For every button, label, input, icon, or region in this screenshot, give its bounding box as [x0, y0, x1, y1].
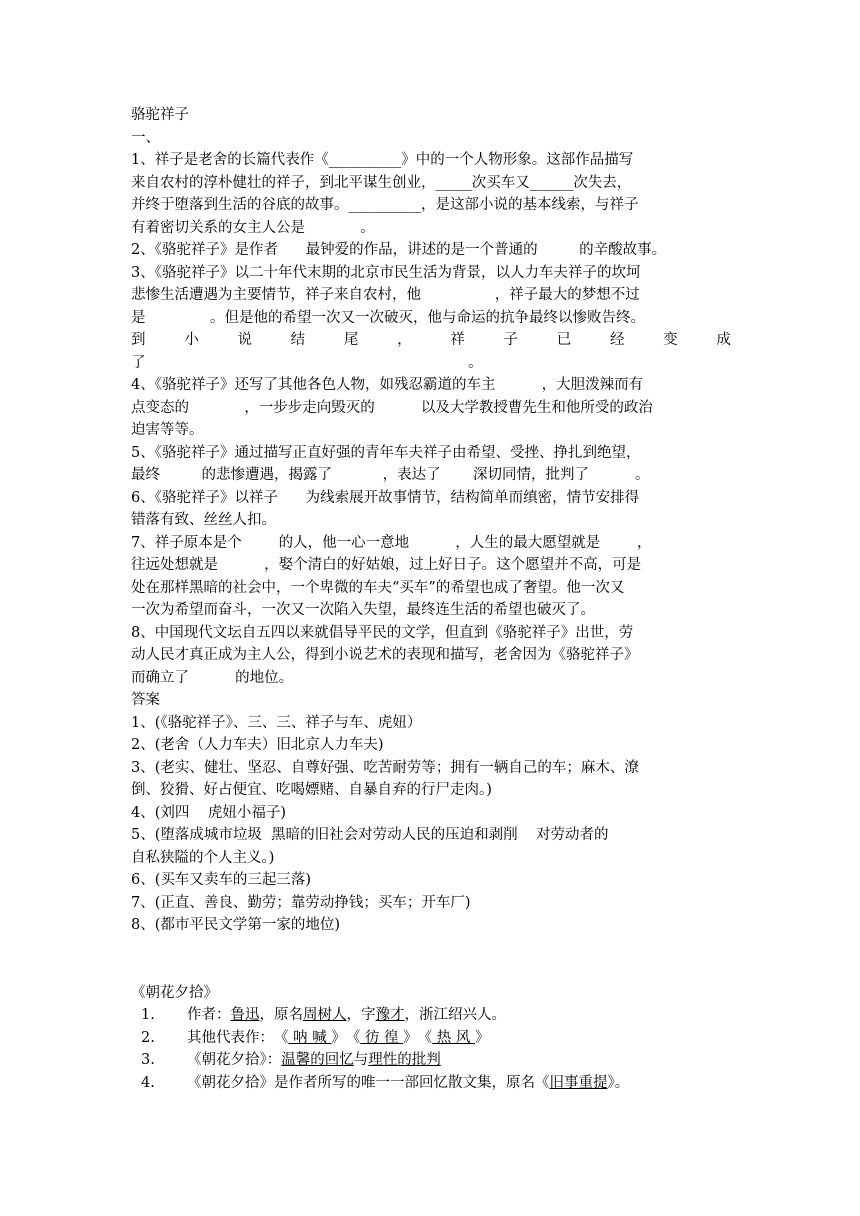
text-line: 7、祥子原本是个 的人，他一心一意地 ，人生的最大愿望就是 ，	[131, 534, 652, 551]
answer-line: 3、(老实、健壮、坚忍、自尊好强、吃苦耐劳等；拥有一辆自己的车；麻木、潦	[131, 759, 639, 776]
justified-char: 变	[663, 332, 678, 348]
answer-line: 7、(正直、善良、勤劳；靠劳动挣钱；买车；开车厂)	[131, 894, 471, 911]
question-lines-2	[131, 352, 731, 690]
list-text: 其他代表作：	[187, 1029, 274, 1046]
justified-char: 祥	[450, 332, 465, 348]
section-title-2: 《朝花夕拾》	[131, 984, 218, 1001]
text-line: 点变态的 ，一步步走向毁灭的 以及大学教授曹先生和他所受的政治	[131, 399, 653, 416]
list-text: ，字	[346, 1007, 376, 1023]
part-heading: 一、	[131, 129, 160, 146]
list-text: ，浙江绍兴人。	[404, 1007, 506, 1023]
underlined-text: 鲁迅	[230, 1007, 260, 1023]
list-text: 》	[331, 1029, 346, 1046]
list-text: 与	[353, 1052, 369, 1068]
list-item	[141, 1049, 731, 1072]
list-text: 》	[474, 1029, 490, 1046]
underlined-text: 呐 喊	[288, 1029, 332, 1046]
text-line: 最终 的悲惨遭遇，揭露了 ，表达了 深切同情，批判了 。	[131, 467, 650, 483]
underlined-text: 周树人	[303, 1007, 347, 1023]
answer-line: 8、(都市平民文学第一家的地位)	[131, 917, 341, 933]
list-number: 3.	[141, 1052, 155, 1068]
list-text: 作者：	[187, 1007, 231, 1023]
underlined-text: 热 风	[432, 1029, 475, 1046]
justified-char: 已	[556, 332, 572, 348]
justified-char: 子	[503, 332, 519, 348]
list-text: 《朝花夕拾》是作者所写的唯一一部回忆散文集，原名《	[187, 1074, 550, 1091]
justified-char: 小	[184, 332, 199, 348]
text-line: 2、《骆驼祥子》是作者 最钟爱的作品，讲述的是一个普通的 的辛酸故事。	[131, 242, 667, 258]
answer-line: 6、(买车又卖车的三起三落)	[131, 872, 312, 888]
list-text: 《	[417, 1029, 433, 1046]
answer-line: 1、(《骆驼祥子》、三、三、祥子与车、虎妞）	[131, 714, 422, 731]
list-item	[141, 1027, 731, 1050]
text-line: 有着密切关系的女主人公是 。	[131, 219, 375, 236]
text-line: 错落有致、丝丝人扣。	[131, 512, 276, 528]
justified-char: ，	[397, 332, 412, 348]
text-line: 并终于堕落到生活的谷底的故事。__________，是这部小说的基本线索，与祥子	[131, 197, 639, 213]
answer-line: 4、(刘四 虎妞小福子)	[131, 804, 286, 821]
text-line: 3、《骆驼祥子》以二十年代末期的北京市民生活为背景，以人力车夫祥子的坎坷	[131, 264, 641, 281]
justified-char: 说	[237, 332, 252, 348]
list-text: 《	[345, 1029, 361, 1046]
justified-char: 尾	[343, 332, 359, 348]
spacer	[131, 937, 731, 960]
text-line: 1、祥子是老舍的长篇代表作《__________》中的一个人物形象。这部作品描写	[131, 152, 634, 168]
justified-char: 成	[716, 332, 731, 348]
underlined-text: 旧事重提	[549, 1074, 608, 1091]
underlined-text: 温馨的回忆	[281, 1052, 354, 1068]
text-line: 是 。但是他的希望一次又一次破灭，他与命运的抗争最终以惨败告终。	[131, 309, 646, 326]
underlined-text: 理性的批判	[368, 1052, 441, 1068]
text-line: 迫害等等。	[131, 422, 204, 438]
text-line: 往远处想就是 ，娶个清白的好姑娘，过上好日子。这个愿望并不高，可是	[131, 557, 642, 573]
text-line: 了 。	[131, 354, 483, 371]
spacer	[131, 959, 731, 982]
text-line: 8、中国现代文坛自五四以来就倡导平民的文学，但直到《骆驼祥子》出世，劳	[131, 624, 634, 641]
text-line: 处在那样黑暗的社会中，一个卑微的车夫“买车”的希望也成了奢望。他一次又	[131, 579, 625, 596]
numbered-list	[141, 1004, 731, 1094]
answer-line: 5、(堕落成城市垃圾 黑暗的旧社会对劳动人民的压迫和剥削 对劳动者的	[131, 827, 609, 843]
justified-char: 到	[131, 332, 146, 348]
answer-line: 倒、狡猾、好占便宜、吃喝嫖赌、自暴自弃的行尸走肉。)	[131, 782, 492, 798]
list-text: 《	[274, 1029, 289, 1046]
list-item	[141, 1004, 731, 1027]
text-line: 6、《骆驼祥子》以祥子 为线索展开故事情节，结构简单而缜密，情节安排得	[131, 489, 640, 506]
question-lines-1	[131, 149, 731, 329]
justified-char: 结	[290, 332, 306, 348]
underlined-text: 彷 徨	[360, 1029, 404, 1046]
list-item	[141, 1072, 731, 1095]
text-line: 5、《骆驼祥子》通过描写正直好强的青年车夫祥子由希望、受挫、挣扎到绝望，	[131, 444, 641, 461]
text-line: 4、《骆驼祥子》还写了其他各色人物，如残忍霸道的车主 ，大胆泼辣而有	[131, 377, 644, 393]
list-text: 》。	[607, 1074, 630, 1091]
justified-char: 经	[609, 332, 625, 348]
text-line: 悲惨生活遭遇为主要情节，祥子来自农村，他 ，祥子最大的梦想不过	[131, 287, 640, 303]
answer-line: 2、(老舍（人力车夫）旧北京人力车夫)	[131, 737, 384, 753]
list-number: 2.	[141, 1029, 155, 1046]
list-text: ，原名	[259, 1007, 303, 1023]
text-line: 动人民才真正成为主人公，得到小说艺术的表现和描写，老舍因为《骆驼祥子》	[131, 647, 639, 663]
answer-line: 自私狭隘的个人主义。)	[131, 849, 275, 866]
list-number: 1.	[141, 1007, 155, 1023]
answers-title: 答案	[131, 692, 160, 708]
list-number: 4.	[141, 1074, 155, 1091]
underlined-text: 豫才	[375, 1007, 405, 1023]
justified-line	[131, 329, 731, 352]
text-line: 来自农村的淳朴健壮的祥子，到北平谋生创业，_____次买车又______次失去，	[131, 174, 632, 191]
list-text: 《朝花夕拾》：	[187, 1052, 282, 1068]
answer-list	[131, 712, 731, 937]
text-line: 一次为希望而奋斗，一次又一次陷入失望，最终连生活的希望也破灭了。	[131, 602, 595, 618]
section-title: 骆驼祥子	[131, 107, 189, 123]
text-line: 而确立了 的地位。	[131, 669, 294, 686]
list-text: 》	[403, 1029, 418, 1046]
document-page	[131, 104, 731, 1094]
